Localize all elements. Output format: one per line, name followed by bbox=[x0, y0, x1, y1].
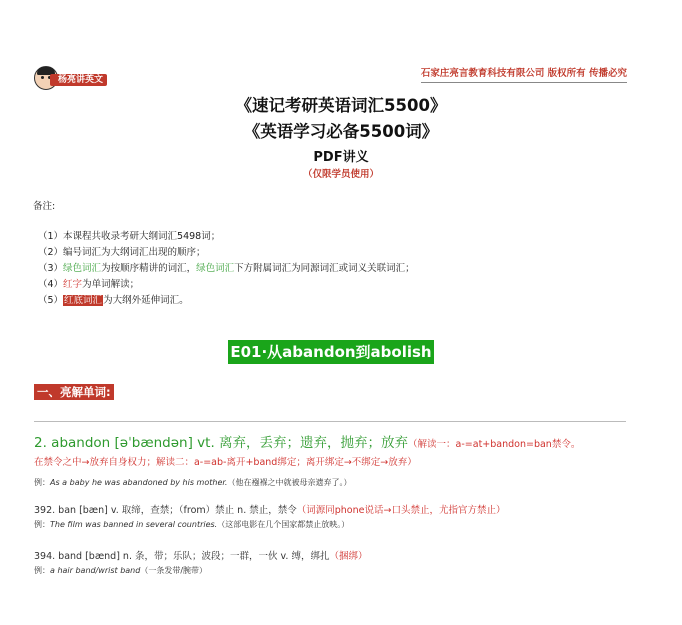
note-3-green-1: 绿色词汇 bbox=[63, 263, 102, 274]
copyright-notice: 石家庄亮言教育科技有限公司 版权所有 传播必究 bbox=[421, 65, 627, 83]
title-line-3: PDF讲义 bbox=[313, 150, 369, 165]
unit-banner: E01·从abandon到abolish bbox=[228, 340, 434, 364]
example-en: a hair band/wrist band bbox=[50, 566, 141, 575]
example-cn: （一条发带/腕带） bbox=[140, 566, 208, 575]
word-entry-band bbox=[34, 548, 367, 562]
note-5-text: 为大纲外延伸词汇。 bbox=[103, 295, 189, 306]
logo bbox=[34, 66, 112, 88]
note-3-text-2: 下方附属词汇为同源词汇或词义关联词汇； bbox=[234, 263, 415, 274]
example-label: 例： bbox=[34, 478, 50, 487]
title-line-2: 《英语学习必备5500词》 bbox=[243, 122, 439, 141]
note-5 bbox=[38, 292, 189, 306]
word-band-main: 394. band [bænd] n. 条，带；乐队；波段；一群，一伙 v. 缚，绑扎 bbox=[34, 551, 330, 562]
note-3-num: （3） bbox=[38, 263, 64, 274]
note-4-num: （4） bbox=[38, 279, 64, 290]
note-3-text-1: 为按顺序精讲的词汇， bbox=[101, 263, 197, 274]
note-3 bbox=[38, 260, 415, 274]
avatar-eye-left bbox=[41, 76, 44, 79]
note-5-num: （5） bbox=[38, 295, 64, 306]
note-4-red: 红字 bbox=[63, 279, 83, 290]
example-label: 例： bbox=[34, 520, 50, 529]
example-ban bbox=[34, 519, 349, 530]
word-abandon-note: （解读一：a-=at+bandon=ban禁令。 bbox=[408, 439, 581, 450]
word-entry-abandon bbox=[34, 431, 580, 451]
word-ban-main: 392. ban [bæn] v. 取缔，查禁；（from）禁止 n. 禁止，禁令 bbox=[34, 505, 297, 516]
word-entry-ban bbox=[34, 502, 505, 516]
example-cn: （他在襁褓之中就被母亲遗弃了。） bbox=[227, 478, 352, 487]
section-heading: 一、亮解单词: bbox=[34, 384, 114, 400]
word-abandon-main: 2. abandon [əˈbændən] vt. 离弃，丢弃；遗弃，抛弃；放弃 bbox=[34, 435, 409, 451]
note-4 bbox=[38, 276, 139, 290]
title-line-1: 《速记考研英语词汇5500》 bbox=[235, 96, 447, 115]
example-label: 例： bbox=[34, 566, 50, 575]
example-band bbox=[34, 565, 207, 576]
example-en: As a baby he was abandoned by his mother. bbox=[50, 478, 228, 487]
note-4-text: 为单词解读； bbox=[82, 279, 140, 290]
note-5-redbg: 红底词汇 bbox=[64, 295, 103, 306]
example-cn: （这部电影在几个国家都禁止放映。） bbox=[217, 520, 350, 529]
example-en: The film was banned in several countries. bbox=[50, 520, 218, 529]
word-ban-note: （词源同phone说话→口头禁止，尤指官方禁止） bbox=[296, 505, 506, 516]
divider bbox=[34, 421, 626, 422]
word-abandon-note-cont: 在禁令之中→放弃自身权力；解读二：a-=ab-离开+band绑定；离开绑定→不绑定→放弃） bbox=[34, 457, 417, 468]
title-line-4: （仅限学员使用） bbox=[302, 169, 379, 180]
note-2: （2）编号词汇为大纲词汇出现的顺序； bbox=[38, 247, 206, 258]
notes-heading: 备注: bbox=[33, 201, 56, 212]
note-1: （1）本课程共收录考研大纲词汇5498词； bbox=[38, 231, 221, 242]
logo-text: 杨亮讲英文 bbox=[50, 74, 107, 86]
example-abandon bbox=[34, 477, 351, 488]
word-band-note: （捆绑） bbox=[329, 551, 368, 562]
note-3-green-2: 绿色词汇 bbox=[196, 263, 235, 274]
